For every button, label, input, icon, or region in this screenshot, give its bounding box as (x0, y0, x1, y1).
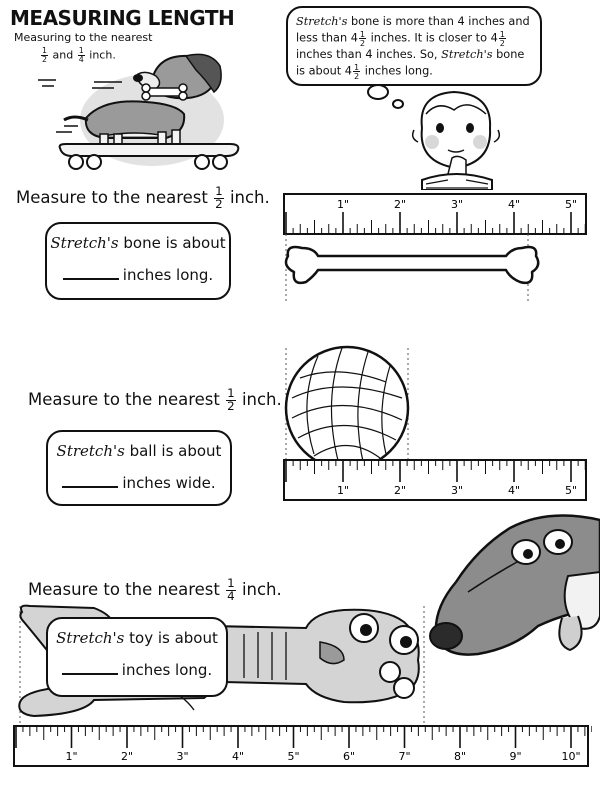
ruler-label: 1" (336, 198, 350, 211)
subtitle-line1: Measuring to the nearest (14, 31, 153, 44)
ruler-label: 9" (509, 750, 522, 763)
thought-bubble: Stretch's bone is more than 4 inches and less than 4 $\frac{1}{2}$ inches. It is closer to 4 $\frac{1}{2}$ inches than 4 inches. So, Stretch's bone is about 4 $\frac{1}{2}$ inches long. (286, 6, 542, 86)
ruler-label: 7" (398, 750, 411, 763)
ruler-label: 4" (507, 484, 521, 497)
answer-box-bone: Stretch's bone is about inches long. (45, 222, 231, 300)
answer-box-toy: Stretch's toy is about inches long. (46, 617, 228, 697)
ball-illustration (286, 347, 408, 469)
bubble-half-fraction: $\frac{1}{2}$ (359, 29, 366, 49)
ruler-label: 4" (231, 750, 245, 763)
instruction-3: Measure to the nearest $\frac{1}{4}$ inch. (28, 576, 282, 603)
half-fraction: $\frac{1}{2}$ (42, 46, 48, 64)
subtitle-inch: inch. (89, 48, 116, 62)
ruler-label: 3" (450, 484, 464, 497)
instruction-1: Measure to the nearest $\frac{1}{2}$ inch. (16, 184, 270, 211)
ruler-label: 2" (393, 484, 407, 497)
answer-blank-bone[interactable] (63, 277, 119, 280)
ruler-label: 10" (561, 750, 581, 763)
ruler-label: 2" (393, 198, 407, 211)
ruler-3 (10, 722, 592, 770)
ball-measure-figure (278, 342, 590, 502)
ruler-label: 5" (287, 750, 300, 763)
subtitle-and: and (52, 48, 74, 62)
skateboard-dog-illustration (34, 40, 254, 170)
instruction-2: Measure to the nearest $\frac{1}{2}$ inch. (28, 386, 282, 413)
quarter-fraction: $\frac{1}{4}$ (78, 46, 84, 64)
ruler-label: 4" (507, 198, 521, 211)
ruler-label: 3" (450, 198, 464, 211)
ruler-label: 3" (176, 750, 189, 763)
ruler-2 (284, 460, 590, 500)
answer-blank-toy[interactable] (62, 672, 118, 675)
ruler-label: 6" (342, 750, 356, 763)
ruler-label: 1" (336, 484, 350, 497)
ruler-label: 5" (564, 484, 578, 497)
ruler-label: 1" (65, 750, 78, 763)
boy-illustration (408, 88, 508, 190)
ruler-1 (284, 194, 590, 234)
ruler-label: 8" (453, 750, 467, 763)
answer-box-ball: Stretch's ball is about inches wide. (46, 430, 232, 506)
page-title: MEASURING LENGTH (10, 6, 235, 30)
dog-head-illustration (428, 512, 600, 672)
bone-illustration (286, 247, 538, 283)
answer-blank-ball[interactable] (62, 485, 118, 488)
ruler-label: 2" (120, 750, 134, 763)
ruler-label: 5" (564, 198, 578, 211)
bone-measure-figure (278, 190, 590, 310)
thought-bubble-tail (360, 80, 410, 110)
